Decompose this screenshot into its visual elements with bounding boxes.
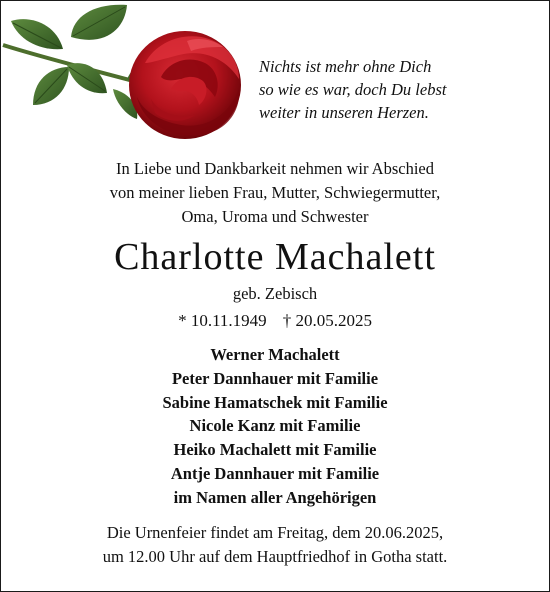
death-date: † 20.05.2025 — [282, 311, 372, 330]
poem-line: Nichts ist mehr ohne Dich — [259, 57, 432, 76]
notice-line: um 12.00 Uhr auf dem Hauptfriedhof in Gotha statt. — [102, 547, 448, 566]
funeral-notice — [1, 521, 549, 569]
maiden-name: geb. Zebisch — [232, 284, 318, 303]
mourner-item: Werner Machalett — [210, 345, 340, 364]
birth-date: * 10.11.1949 — [178, 311, 267, 330]
intro-line: In Liebe und Dankbarkeit nehmen wir Abschied — [116, 159, 434, 178]
mourner-item: Heiko Machalett mit Familie — [173, 440, 377, 460]
mourner-item: Sabine Hamatschek mit Familie — [162, 392, 388, 412]
mourner-item: im Namen aller Angehörigen — [173, 487, 377, 507]
poem-line: so wie es war, doch Du lebst — [259, 80, 447, 99]
rose-icon — [1, 1, 251, 151]
intro-text — [1, 157, 549, 229]
intro-line: von meiner lieben Frau, Mutter, Schwiegermutter, — [109, 183, 441, 202]
notice-line: Die Urnenfeier findet am Freitag, dem 20.06.2025, — [106, 523, 444, 542]
mourner-item: Nicole Kanz mit Familie — [189, 416, 361, 436]
mourner-item: Peter Dannhauer mit Familie — [171, 368, 379, 388]
mourner-item: Antje Dannhauer mit Familie — [170, 463, 380, 483]
poem-line: weiter in unseren Herzen. — [259, 103, 429, 122]
deceased-name: Charlotte Machalett — [114, 236, 436, 278]
mourners-list — [1, 343, 549, 510]
life-dates — [1, 310, 549, 332]
intro-line: Oma, Uroma und Schwester — [181, 207, 369, 226]
poem-quote — [259, 55, 539, 124]
